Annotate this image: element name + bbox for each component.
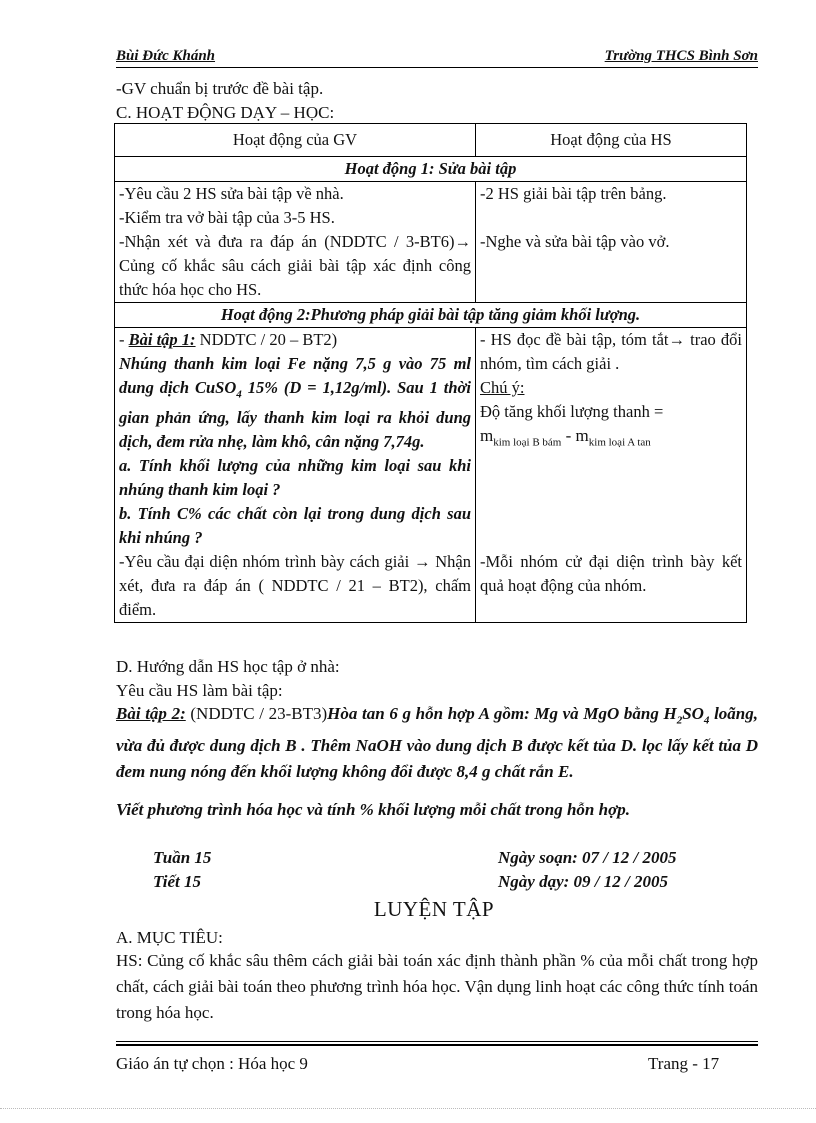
- exercise-1-gv-instruction: -Yêu cầu đại diện nhóm trình bày cách giải → Nhận xét, đưa ra đáp án ( NDDTC / 21 – BT2), chấm điểm.: [119, 552, 471, 620]
- lesson-title: LUYỆN TẬP: [373, 897, 495, 921]
- header-author: Bùi Đức Khánh: [116, 48, 216, 64]
- section-c-heading: C. HOẠT ĐỘNG DẠY – HỌC:: [116, 103, 335, 122]
- activity-1-hs: -2 HS giải bài tập trên bảng. -Nghe và sửa bài tập vào vở.: [476, 182, 747, 303]
- section-a-heading: A. MỤC TIÊU:: [116, 928, 223, 947]
- note-label: Chú ý:: [480, 378, 525, 397]
- activity-2-gv: - Bài tập 1: NDDTC / 20 – BT2) Nhúng thanh kim loại Fe nặng 7,5 g vào 75 ml dung dịch CuSO$_4$ 15% (D = 1,12g/ml). Sau 1 thời gian phản ứng, lấy thanh kim loại ra khỏi dung dịch, đem rửa nhẹ, làm khô, cân nặng 7,74g. a. Tính khối lượng của những kim loại sau khi nhúng thanh kim loại ? b. Tính C% các chất còn lại trong dung dịch sau khi nhúng ? -Yêu cầu đại diện nhóm trình bày cách giải → Nhận xét, đưa ra đáp án ( NDDTC / 21 – BT2), chấm điểm.: [115, 328, 476, 623]
- lesson-date-prep: Ngày soạn: 07 / 12 / 2005: [498, 848, 677, 867]
- footer-left: Giáo án tự chọn : Hóa học 9: [116, 1054, 308, 1073]
- prep-line: -GV chuẩn bị trước đề bài tập.: [116, 79, 324, 98]
- col-header-hs: Hoạt động của HS: [476, 124, 747, 157]
- activity-2-hs: - HS đọc đề bài tập, tóm tắt→ trao đổi nhóm, tìm cách giải . Chú ý: Độ tăng khối lượng thanh = $m_{kim loại B bám} - m_{kim loại A tan}$ -Mỗi nhóm cử đại diện trình bày kết quả hoạt động của nhóm.: [476, 328, 747, 623]
- header-school: Trường THCS Bình Sơn: [604, 48, 758, 64]
- exercise-1-problem: Nhúng thanh kim loại Fe nặng 7,5 g vào 75 ml dung dịch CuSO$_4$ 15% (D = 1,12g/ml). Sau 1 thời gian phản ứng, lấy thanh kim loại ra khỏi dung dịch, đem rửa nhẹ, làm khô, cân nặng 7,74g.: [119, 354, 471, 452]
- activity-2-title: Hoạt động 2:Phương pháp giải bài tập tăng giảm khối lượng.: [115, 303, 747, 328]
- footer-page-number: Trang - 17: [648, 1054, 720, 1073]
- note-formula: $m_{kim loại B bám} - m_{kim loại A tan}$: [480, 426, 651, 449]
- lesson-period: Tiết 15: [153, 872, 201, 891]
- objective-text: HS: Củng cố khắc sâu thêm cách giải bài toán xác định thành phần % của mỗi chất trong hợp chất, cách giải bài toán theo phương trình hóa học. Vận dụng linh hoạt các công thức tính toán trong hóa học.: [116, 951, 758, 1022]
- footer-rule-thick: [116, 1044, 758, 1046]
- header-rule: [116, 67, 758, 68]
- lesson-week: Tuần 15: [153, 848, 212, 867]
- lesson-date-teach: Ngày dạy: 09 / 12 / 2005: [498, 872, 668, 891]
- activity-1-gv: -Yêu cầu 2 HS sửa bài tập về nhà. -Kiểm tra vở bài tập của 3-5 HS. -Nhận xét và đưa ra đáp án (NDDTC / 3-BT6)→ Củng cố khắc sâu cách giải bài tập xác định công thức hóa học cho HS.: [115, 182, 476, 303]
- homework-intro: Yêu cầu HS làm bài tập:: [116, 681, 283, 700]
- exercise-1-label: Bài tập 1:: [128, 330, 196, 349]
- footer-rule: [116, 1041, 758, 1042]
- exercise-1-question-a: a. Tính khối lượng của những kim loại sau khi nhúng thanh kim loại ?: [119, 456, 471, 500]
- col-header-gv: Hoạt động của GV: [115, 124, 476, 157]
- exercise-2: Bài tập 2: (NDDTC / 23-BT3)Hòa tan 6 g hỗn hợp A gồm: Mg và MgO bằng $H_2SO_4$ loãng, vừa đủ được dung dịch B . Thêm NaOH vào dung dịch B được kết tủa D. lọc lấy kết tủa D đem nung nóng đến khối lượng không đổi được 8,4 g chất rắn E.: [116, 704, 758, 782]
- exercise-1-question-b: b. Tính C% các chất còn lại trong dung dịch sau khi nhúng ?: [119, 504, 471, 548]
- exercise-2-task: Viết phương trình hóa học và tính % khối lượng mỗi chất trong hỗn hợp.: [116, 800, 630, 819]
- activity-table: [114, 123, 747, 623]
- page-edge: [0, 1108, 816, 1109]
- section-d-heading: D. Hướng dẫn HS học tập ở nhà:: [116, 657, 340, 676]
- page-header: [116, 48, 758, 68]
- activity-1-title: Hoạt động 1: Sửa bài tập: [115, 157, 747, 182]
